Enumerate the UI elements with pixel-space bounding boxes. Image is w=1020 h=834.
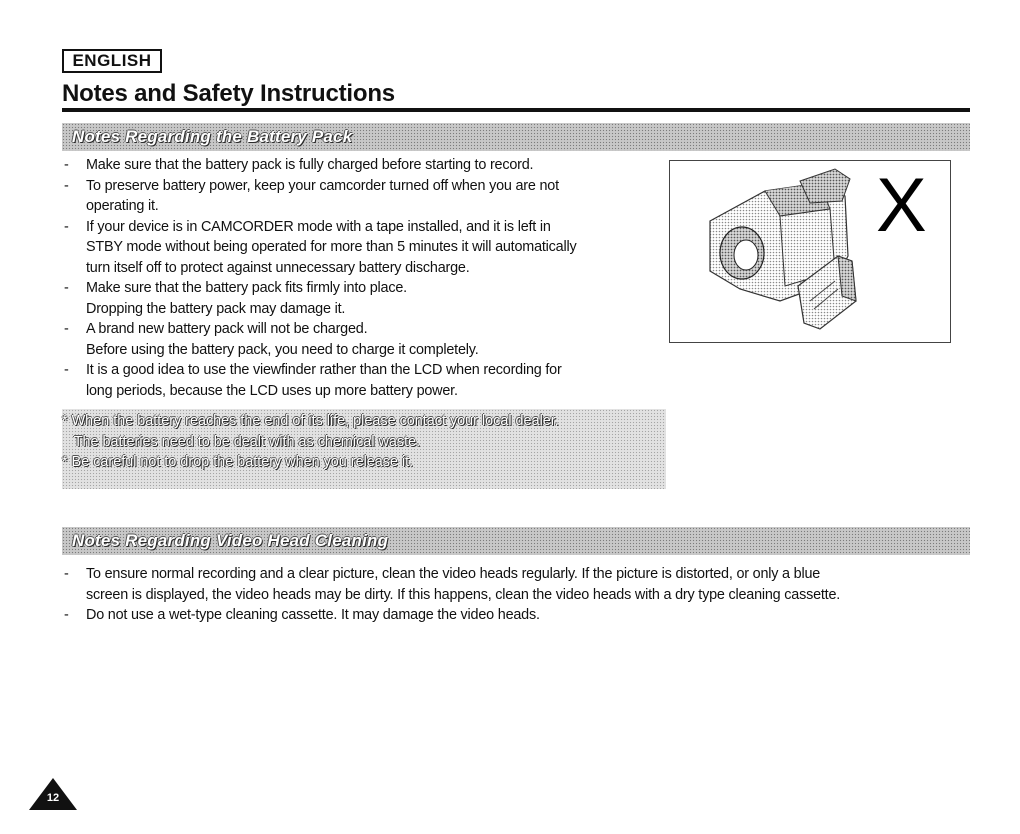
head-cleaning-bullet-list bbox=[62, 564, 982, 626]
battery-section-heading bbox=[62, 123, 970, 151]
battery-notes-box bbox=[62, 409, 666, 489]
list-item: - Make sure that the battery pack fits firmly into place. Dropping the battery pack may damage it. bbox=[64, 280, 407, 317]
title-rule bbox=[62, 108, 970, 112]
list-item: - A brand new battery pack will not be charged. Before using the battery pack, you need to charge it completely. bbox=[64, 321, 479, 358]
list-item: - Make sure that the battery pack is fully charged before starting to record. bbox=[64, 157, 534, 173]
head-cleaning-section-heading-text: Notes Regarding Video Head Cleaning bbox=[72, 531, 389, 550]
head-cleaning-section-heading bbox=[62, 527, 970, 555]
list-item: - It is a good idea to use the viewfinder rather than the LCD when recording for long periods, because the LCD uses up more battery power. bbox=[64, 362, 562, 399]
language-label: ENGLISH bbox=[62, 49, 162, 73]
list-item: - Do not use a wet-type cleaning cassette. It may damage the video heads. bbox=[64, 607, 540, 623]
battery-section-heading-text: Notes Regarding the Battery Pack bbox=[72, 127, 353, 146]
prohibited-mark: X bbox=[876, 163, 927, 248]
note-line: * Be careful not to drop the battery when you release it. bbox=[62, 454, 414, 470]
note-line: The batteries need to be dealt with as chemical waste. bbox=[62, 433, 421, 450]
list-item: - If your device is in CAMCORDER mode with a tape installed, and it is left in STBY mode without being operated for more than 5 minutes it will automatically turn itself off to protect against unnecessary battery discharge. bbox=[64, 218, 577, 276]
note-line: * When the battery reaches the end of its life, please contact your local dealer. bbox=[62, 413, 559, 429]
list-item: - To ensure normal recording and a clear picture, clean the video heads regularly. If the picture is distorted, or only a blue screen is displayed, the video heads may be dirty. If this happens, clean the video heads with a dry type cleaning cassette. bbox=[64, 566, 841, 603]
page-number: 12 bbox=[46, 792, 60, 804]
page-number-badge bbox=[28, 777, 78, 811]
page-title: Notes and Safety Instructions bbox=[62, 80, 395, 107]
list-item: - To preserve battery power, keep your camcorder turned off when you are not operating it. bbox=[64, 177, 559, 214]
battery-bullet-list bbox=[62, 155, 662, 401]
